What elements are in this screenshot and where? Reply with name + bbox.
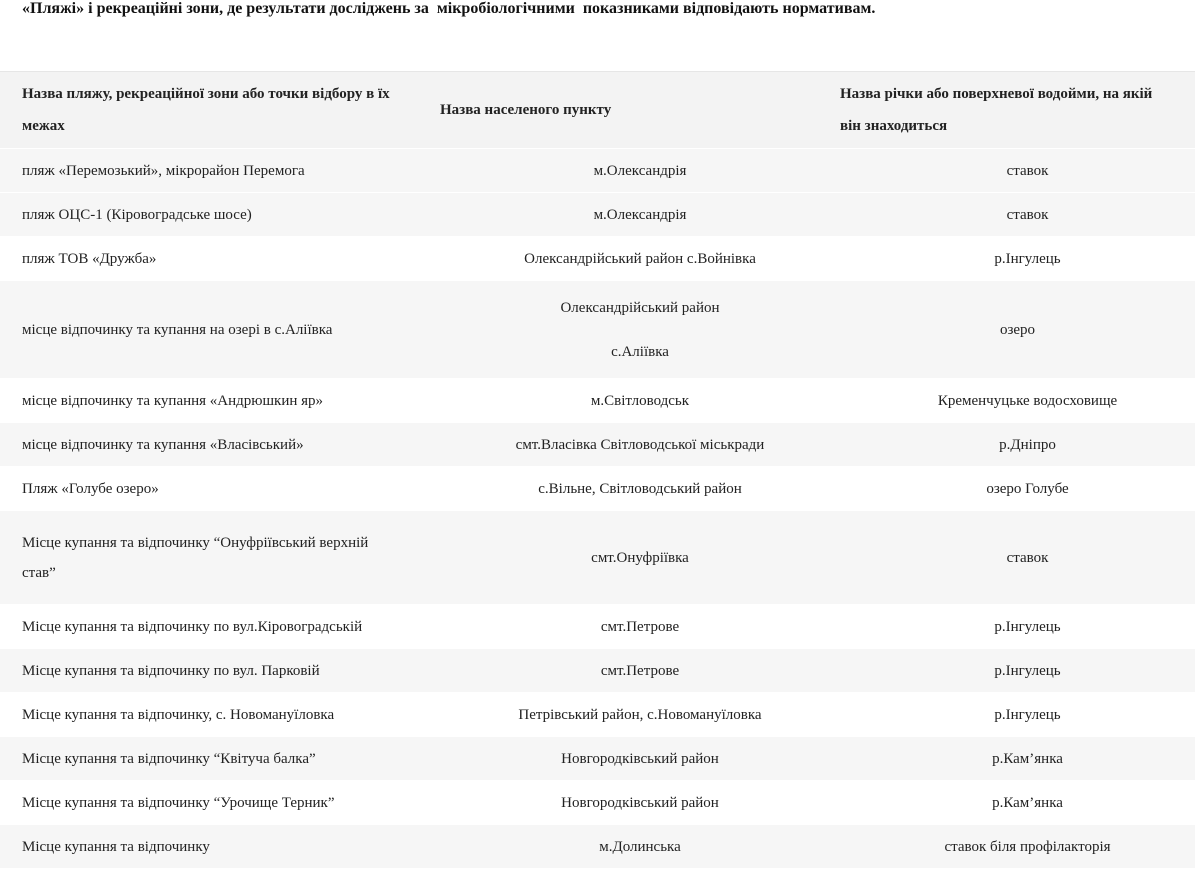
cell-water: ставок [1006, 162, 1049, 179]
cell-name: Місце купання та відпочинку “Урочище Терник” [22, 794, 335, 811]
cell-settlement: м.Олександрія [593, 162, 687, 179]
page-heading: «Пляжі» і рекреаційні зони, де результати досліджень за мікробіологічними показниками відповідають нормативам. [22, 0, 876, 17]
cell-water: р.Кам’янка [992, 794, 1063, 811]
cell-name: місце відпочинку та купання «Андрюшкин яр» [22, 392, 324, 409]
cell-settlement: смт.Власівка Світловодської міськради [515, 436, 765, 453]
cell-name: Місце купання та відпочинку по вул.Кіровоградській [22, 618, 363, 635]
table-row [0, 649, 1195, 693]
table-row [0, 511, 1195, 605]
cell-water: Кременчуцьке водосховище [937, 392, 1118, 409]
table-row [0, 237, 1195, 281]
table-row [0, 281, 1195, 379]
cell-settlement: смт.Онуфріївка [591, 549, 689, 566]
cell-water: р.Дніпро [999, 436, 1056, 453]
cell-name: місце відпочинку та купання «Власівський» [22, 436, 304, 453]
cell-name: Пляж «Голубе озеро» [22, 480, 159, 497]
table-row [0, 423, 1195, 467]
cell-settlement: Петрівський район, с.Новомануїловка [518, 706, 762, 723]
cell-water: р.Інгулець [994, 706, 1061, 723]
cell-water: ставок [1006, 549, 1049, 566]
cell-settlement: смт.Петрове [600, 618, 680, 635]
table-row [0, 737, 1195, 781]
cell-settlement: м.Олександрія [593, 206, 687, 223]
header-name: Назва пляжу, рекреаційної зони або точки відбору в їх межах [22, 86, 390, 134]
table-row [0, 467, 1195, 511]
header-settlement: Назва населеного пункту [440, 102, 612, 118]
cell-name: пляж ТОВ «Дружба» [22, 250, 157, 267]
cell-water: р.Інгулець [994, 618, 1061, 635]
cell-water: р.Інгулець [994, 662, 1061, 679]
cell-settlement [440, 281, 840, 379]
cell-water: озеро [999, 321, 1036, 338]
cell-settlement: м.Світловодськ [590, 392, 690, 409]
cell-water: р.Інгулець [994, 250, 1061, 267]
cell-name: Місце купання та відпочинку “Квітуча балка” [22, 750, 316, 767]
header-water: Назва річки або поверхневої водойми, на якій він знаходиться [840, 86, 1153, 134]
cell-water: ставок [1006, 206, 1049, 223]
beaches-table [0, 71, 1195, 869]
cell-settlement: м.Долинська [599, 838, 681, 855]
cell-name: пляж «Перемозький», мікрорайон Перемога [22, 162, 305, 179]
cell-water: р.Кам’янка [992, 750, 1063, 767]
cell-settlement: Новгородківський район [561, 794, 719, 811]
cell-water: ставок біля профілакторія [944, 838, 1111, 855]
cell-name: Місце купання та відпочинку по вул. Парковій [22, 662, 320, 679]
cell-name: Місце купання та відпочинку [22, 838, 210, 855]
table-row [0, 781, 1195, 825]
cell-settlement: Новгородківський район [561, 750, 719, 767]
settlement-line-1: Олександрійський район [560, 299, 720, 316]
cell-water: озеро Голубе [986, 480, 1069, 497]
cell-settlement: с.Вільне, Світловодський район [538, 480, 742, 497]
cell-settlement: смт.Петрове [600, 662, 680, 679]
cell-name: Місце купання та відпочинку “Онуфріївський верхній став” [22, 534, 369, 581]
table-row [0, 693, 1195, 737]
cell-settlement: Олександрійський район с.Войнівка [524, 250, 756, 267]
cell-name: місце відпочинку та купання на озері в с.Аліївка [22, 321, 333, 338]
table-row [0, 825, 1195, 869]
settlement-line-2: с.Аліївка [611, 343, 669, 360]
cell-name: Місце купання та відпочинку, с. Новомануїловка [22, 706, 335, 723]
table-row [0, 605, 1195, 649]
table-row [0, 149, 1195, 193]
table-header-row [0, 72, 1195, 149]
table-row [0, 379, 1195, 423]
cell-name: пляж ОЦС-1 (Кіровоградське шосе) [22, 206, 252, 223]
table-row [0, 193, 1195, 237]
